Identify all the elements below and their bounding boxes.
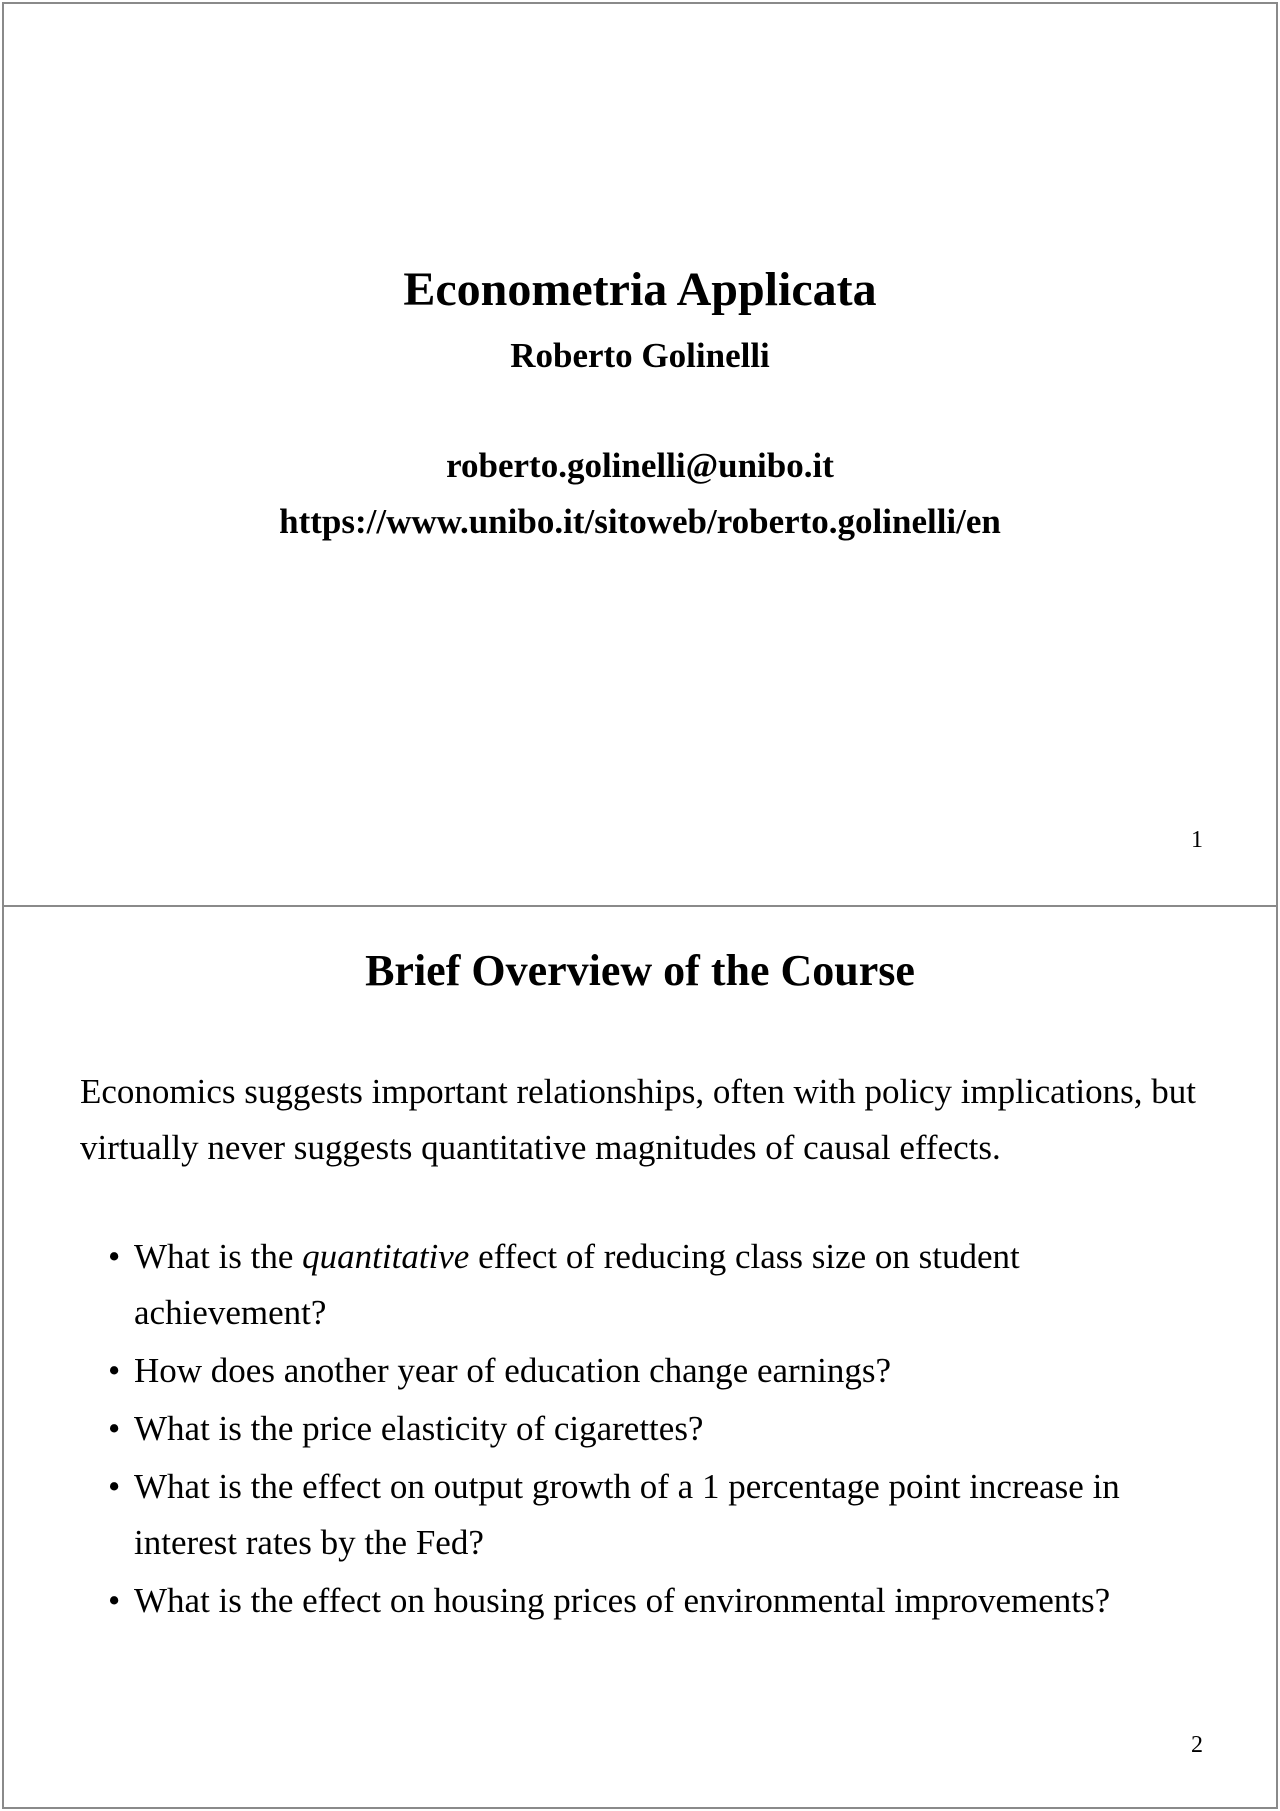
- bullet-list: [108, 1229, 1208, 1631]
- list-item: [108, 1459, 1208, 1571]
- page-number: 2: [1191, 1732, 1203, 1758]
- page-number: 1: [1191, 827, 1203, 853]
- list-item: [108, 1401, 1208, 1457]
- slide-1-title: Econometria Applicata: [403, 263, 877, 316]
- bullet-icon: •: [108, 1581, 121, 1620]
- list-item: [108, 1229, 1208, 1341]
- bullet-text: How does another year of education change earnings?: [134, 1351, 892, 1390]
- bullet-text-after: effect of reducing class size on student achievement?: [134, 1237, 1020, 1332]
- bullet-icon: •: [108, 1467, 121, 1506]
- bullet-emphasis: quantitative: [302, 1237, 470, 1276]
- author-website: https://www.unibo.it/sitoweb/roberto.golinelli/en: [279, 502, 1001, 541]
- slide-1: [2, 2, 1278, 907]
- author-email: roberto.golinelli@unibo.it: [446, 446, 834, 485]
- list-item: [108, 1343, 1208, 1399]
- list-item: [108, 1573, 1208, 1629]
- bullet-text: What is the effect on output growth of a 1 percentage point increase in interest rates by the Fed?: [134, 1467, 1120, 1562]
- bullet-text: What is the price elasticity of cigarettes?: [134, 1409, 704, 1448]
- bullet-icon: •: [108, 1351, 121, 1390]
- slide-2-title: Brief Overview of the Course: [365, 946, 915, 995]
- bullet-text-before: What is the: [134, 1237, 303, 1276]
- slide-2: [2, 905, 1278, 1809]
- bullet-icon: •: [108, 1237, 121, 1276]
- bullet-icon: •: [108, 1409, 121, 1448]
- author-name: Roberto Golinelli: [510, 336, 770, 375]
- intro-paragraph: Economics suggests important relationships, often with policy implications, but virtually never suggests quantitative magnitudes of causal effects.: [80, 1072, 1196, 1167]
- bullet-text: What is the effect on housing prices of environmental improvements?: [134, 1581, 1111, 1620]
